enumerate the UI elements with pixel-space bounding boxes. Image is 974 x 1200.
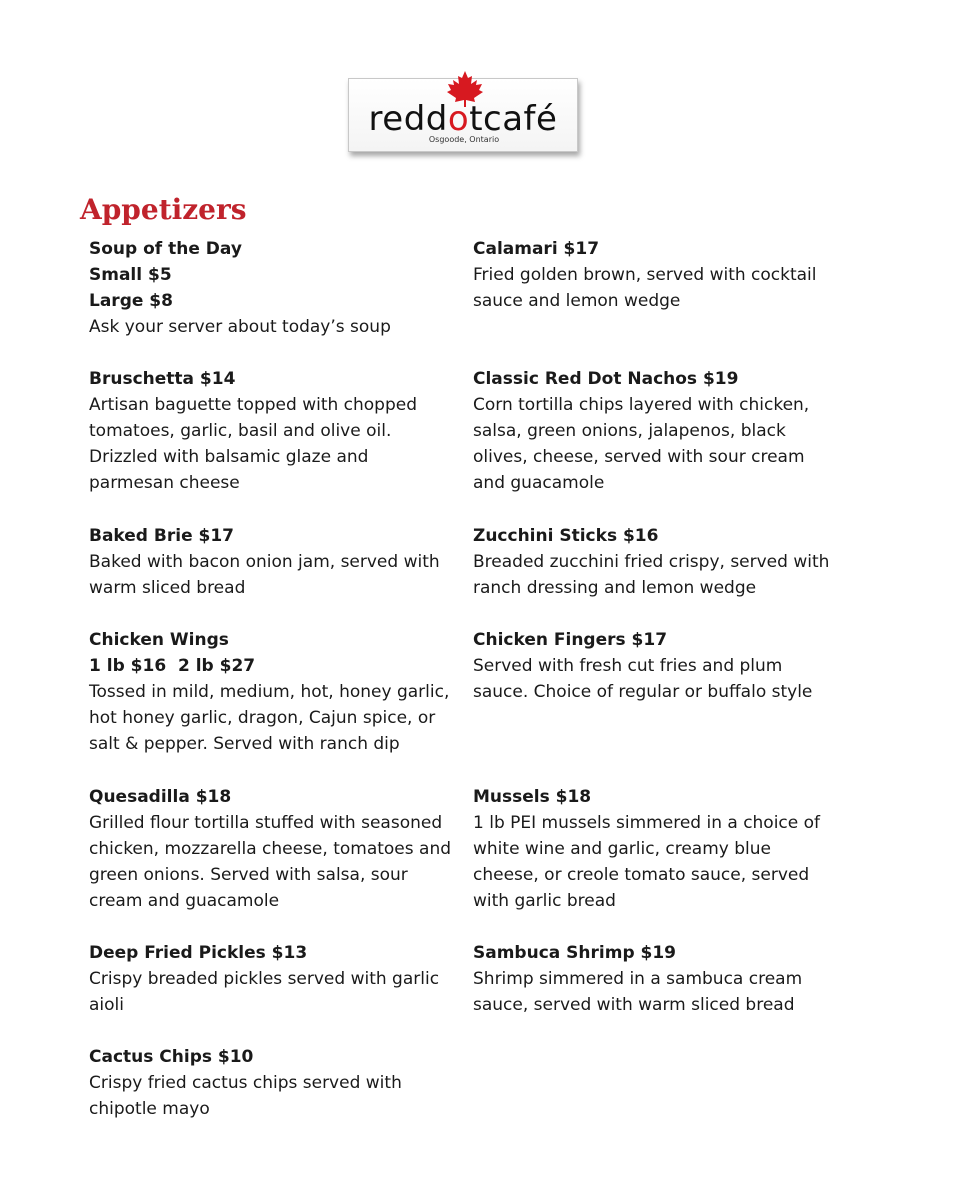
item-name: Baked Brie $17 <box>89 526 234 546</box>
cafe-location: Osgoode, Ontario <box>428 135 500 144</box>
item-name: Mussels $18 <box>473 787 592 807</box>
menu-item-chicken-wings <box>89 627 459 757</box>
cafe-name <box>355 99 571 139</box>
item-description-line: green onions. Served with salsa, sour <box>89 865 408 885</box>
menu-item-baked-brie <box>89 523 459 601</box>
item-description-line: with garlic bread <box>473 891 616 911</box>
menu-item-calamari <box>473 236 843 314</box>
item-description-line: aioli <box>89 995 124 1015</box>
item-description-line: Baked with bacon onion jam, served with <box>89 552 440 572</box>
item-name: Zucchini Sticks $16 <box>473 526 659 546</box>
item-name: Chicken Wings <box>89 630 229 650</box>
item-description-line: Crispy fried cactus chips served with <box>89 1073 402 1093</box>
item-description-line: Artisan baguette topped with chopped <box>89 395 418 415</box>
item-name: Classic Red Dot Nachos $19 <box>473 369 739 389</box>
item-description-line: Grilled flour tortilla stuffed with seasoned <box>89 813 443 833</box>
menu-item-cactus-chips <box>89 1044 459 1122</box>
menu-item-chicken-fingers <box>473 627 843 705</box>
item-description-line: Tossed in mild, medium, hot, honey garlic, <box>89 682 450 702</box>
item-name: Sambuca Shrimp $19 <box>473 943 677 963</box>
item-description-line: sauce and lemon wedge <box>473 291 681 311</box>
item-description-line: Fried golden brown, served with cocktail <box>473 265 817 285</box>
menu-item-nachos <box>473 366 843 496</box>
cafe-name-part: tcafé <box>469 99 558 139</box>
item-description-line: and guacamole <box>473 473 605 493</box>
item-price: 1 lb $16 2 lb $27 <box>89 656 256 676</box>
item-description-line: ranch dressing and lemon wedge <box>473 578 757 598</box>
item-description-line: cheese, or creole tomato sauce, served <box>473 865 810 885</box>
item-description-line: Served with fresh cut fries and plum <box>473 656 783 676</box>
item-description-line: 1 lb PEI mussels simmered in a choice of <box>473 813 821 833</box>
cafe-name-red-o: o <box>447 99 470 139</box>
item-description-line: olives, cheese, served with sour cream <box>473 447 805 467</box>
item-name: Quesadilla $18 <box>89 787 232 807</box>
menu-item-deep-fried-pickles <box>89 940 459 1018</box>
cafe-logo <box>348 78 578 152</box>
item-description-line: warm sliced bread <box>89 578 246 598</box>
item-price: Small $5 <box>89 265 172 285</box>
item-description-line: Corn tortilla chips layered with chicken, <box>473 395 810 415</box>
menu-item-soup <box>89 236 459 340</box>
menu-item-zucchini-sticks <box>473 523 843 601</box>
section-title: Appetizers <box>80 193 247 226</box>
item-name: Cactus Chips $10 <box>89 1047 254 1067</box>
item-description-line: salsa, green onions, jalapenos, black <box>473 421 786 441</box>
cafe-name-part: redd <box>368 99 448 139</box>
item-description-line: hot honey garlic, dragon, Cajun spice, or <box>89 708 436 728</box>
item-description-line: Breaded zucchini fried crispy, served with <box>473 552 830 572</box>
item-description-line: Drizzled with balsamic glaze and <box>89 447 369 467</box>
item-description-line: Crispy breaded pickles served with garlic <box>89 969 440 989</box>
item-name: Bruschetta $14 <box>89 369 236 389</box>
item-description-line: sauce. Choice of regular or buffalo style <box>473 682 813 702</box>
item-description-line: Shrimp simmered in a sambuca cream <box>473 969 803 989</box>
item-description-line: Ask your server about today’s soup <box>89 317 391 337</box>
menu-item-mussels <box>473 784 843 914</box>
item-name: Calamari $17 <box>473 239 600 259</box>
menu-item-quesadilla <box>89 784 459 914</box>
item-name: Chicken Fingers $17 <box>473 630 668 650</box>
item-price: Large $8 <box>89 291 173 311</box>
item-description-line: salt & pepper. Served with ranch dip <box>89 734 400 754</box>
item-description-line: chicken, mozzarella cheese, tomatoes and <box>89 839 452 859</box>
item-description-line: sauce, served with warm sliced bread <box>473 995 795 1015</box>
item-name: Soup of the Day <box>89 239 242 259</box>
item-description-line: cream and guacamole <box>89 891 280 911</box>
item-description-line: parmesan cheese <box>89 473 240 493</box>
item-description-line: chipotle mayo <box>89 1099 210 1119</box>
menu-item-bruschetta <box>89 366 459 496</box>
item-description-line: white wine and garlic, creamy blue <box>473 839 771 859</box>
item-description-line: tomatoes, garlic, basil and olive oil. <box>89 421 392 441</box>
item-name: Deep Fried Pickles $13 <box>89 943 308 963</box>
menu-item-sambuca-shrimp <box>473 940 843 1018</box>
